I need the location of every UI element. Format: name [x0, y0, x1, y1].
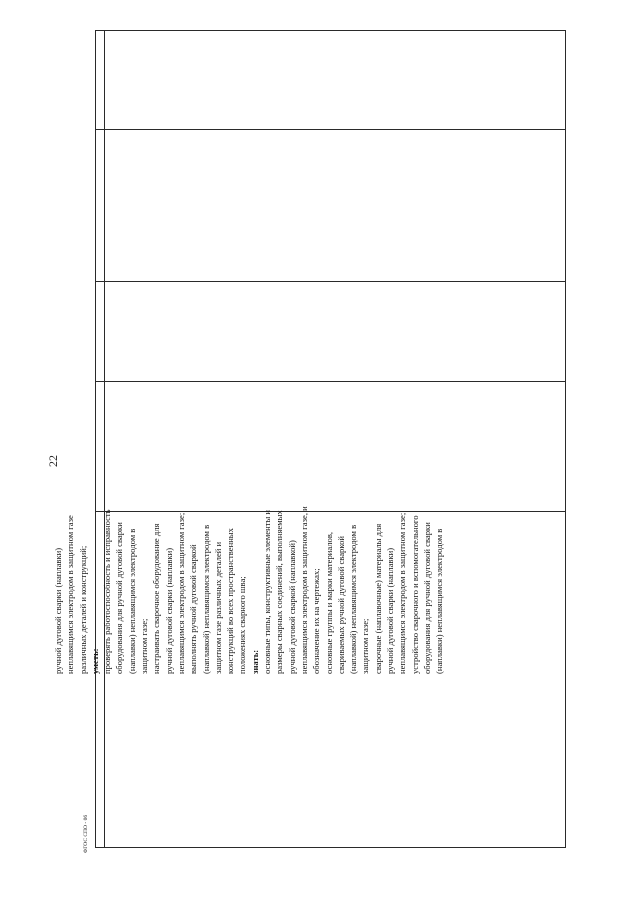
text-line: оборудования для ручной дуговой сварки: [421, 522, 432, 674]
text-line: свариваемых ручной дуговой сваркой: [335, 536, 346, 674]
text-line: обозначение их на чертежах;: [311, 568, 322, 674]
section-heading: знать:: [249, 649, 260, 674]
text-line: положениях сварного шва;: [237, 576, 248, 674]
text-line: устройство сварочного и вспомогательного: [409, 515, 420, 674]
page-number: 22: [46, 455, 60, 467]
text-line: настраивать сварочное оборудование для: [151, 523, 162, 674]
text-line: основные группы и марки материалов,: [323, 531, 334, 674]
text-line: защитном газе;: [360, 618, 371, 674]
text-line: оборудования для ручной дуговой сварки: [114, 522, 125, 674]
section-heading: уметь:: [89, 648, 100, 674]
text-line: неплавящимся электродом в защитном газе, и: [298, 506, 309, 674]
text-line: ручной дуговой сварки (наплавки): [163, 547, 174, 674]
footer-document-code: ФГОС СПО - 06: [83, 814, 89, 854]
text-line: (наплавкой) неплавящимся электродом в: [200, 524, 211, 674]
text-line: различных деталей и конструкций;: [77, 545, 88, 674]
text-line: проверять работоспособность и исправность: [102, 509, 113, 674]
text-line: ручной дуговой сваркой (наплавкой): [286, 540, 297, 674]
text-line: ручной дуговой сварки (наплавки): [385, 547, 396, 674]
table-cell-rotated: [49, 366, 485, 676]
text-line: ручной дуговой сварки (наплавки): [53, 547, 63, 674]
text-line: неплавящимся электродом в защитном газе: [65, 515, 76, 674]
text-line: неплавящимся электродом в защитном газе;: [397, 512, 408, 674]
table-row-divider: [96, 129, 565, 130]
text-line: (наплавки) неплавящимся электродом в: [434, 528, 445, 674]
competency-text-cell: [49, 366, 485, 676]
text-line: конструкций во всех пространственных: [225, 528, 236, 674]
text-line: (наплавки) неплавящимся электродом в: [126, 528, 137, 674]
text-line: неплавящимся электродом в защитном газе;: [175, 512, 186, 674]
text-line: (наплавкой) неплавящимся электродом в: [348, 524, 359, 674]
text-line: защитном газе;: [139, 618, 150, 674]
text-line: сварочные (наплавочные) материалы для: [372, 523, 383, 674]
text-line: размеры сварных соединений, выполняемых: [274, 510, 285, 674]
text-line: основные типы, конструктивные элементы и: [262, 509, 273, 674]
text-line: защитном газе различных деталей и: [212, 541, 223, 674]
text-line: выполнять ручной дуговой сваркой: [188, 544, 199, 674]
table-row-divider: [96, 281, 565, 282]
